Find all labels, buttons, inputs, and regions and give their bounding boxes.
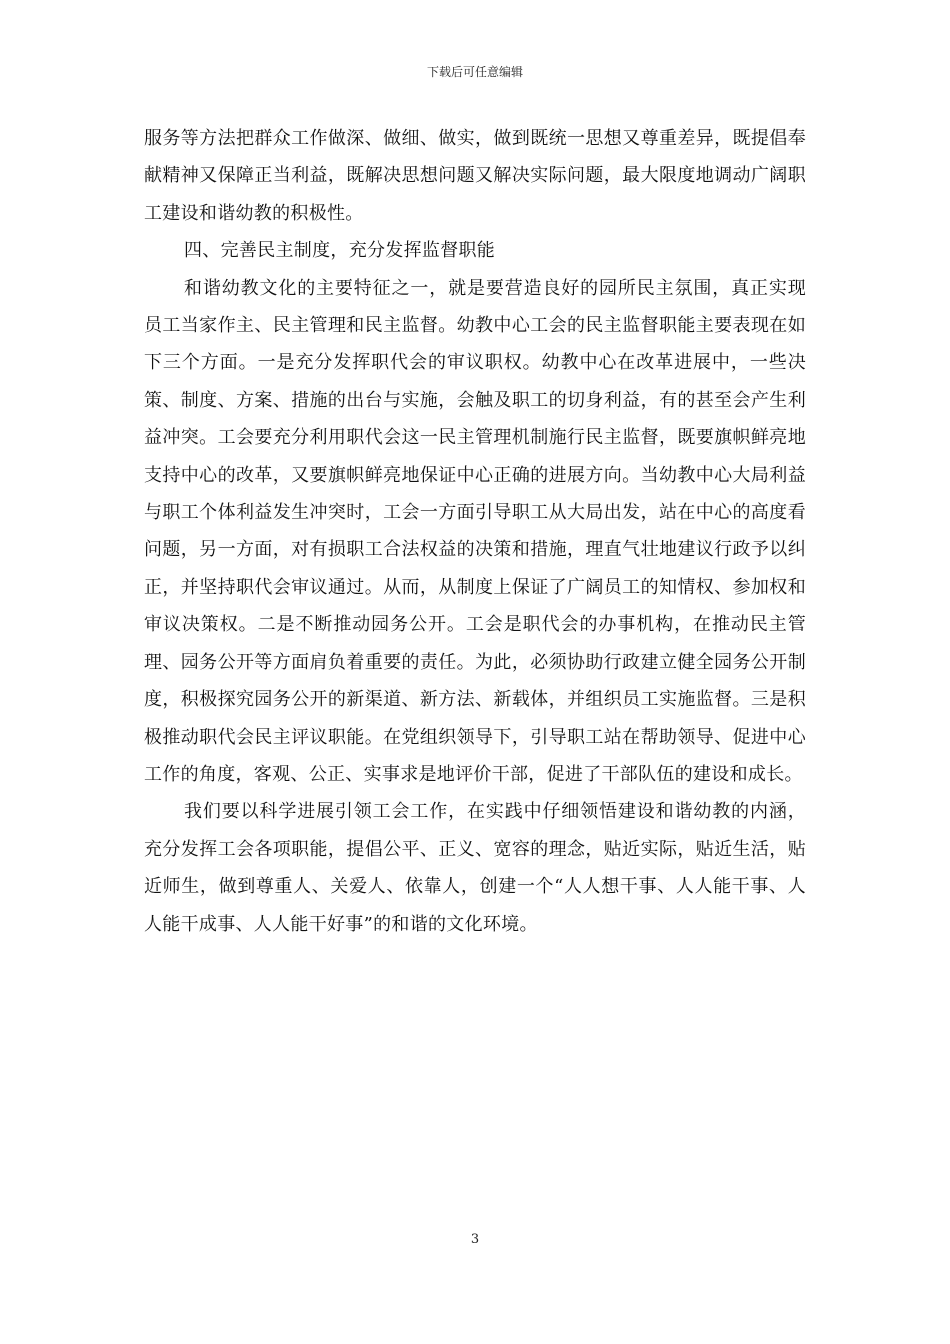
paragraph-continuation: 服务等方法把群众工作做深、做细、做实，做到既统一思想又尊重差异，既提倡奉献精神又保障正当利益，既解决思想问题又解决实际问题，最大限度地调动广阔职工建设和谐幼教的积极性。 — [144, 128, 806, 224]
section-heading: 四、完善民主制度，充分发挥监督职能 — [184, 240, 496, 262]
paragraph-democratic-supervision: 和谐幼教文化的主要特征之一，就是要营造良好的园所民主氛围，真正实现员工当家作主、民主管理和民主监督。幼教中心工会的民主监督职能主要表现在如下三个方面。一是充分发挥职代会的审议职权。幼教中心在改革进展中，一些决策、制度、方案、措施的出台与实施，会触及职工的切身利益，有的甚至会产生利益冲突。工会要充分利用职代会这一民主管理机制施行民主监督，既要旗帜鲜亮地支持中心的改革，又要旗帜鲜亮地保证中心正确的进展方向。当幼教中心大局利益与职工个体利益发生冲突时，工会一方面引导职工从大局出发，站在中心的高度看问题，另一方面，对有损职工合法权益的决策和措施，理直气壮地建议行政予以纠正，并坚持职代会审议通过。从而，从制度上保证了广阔员工的知情权、参加权和审议决策权。二是不断推动园务公开。工会是职代会的办事机构，在推动民主管理、园务公开等方面肩负着重要的责任。为此，必须协助行政建立健全园务公开制度，积极探究园务公开的新渠道、新方法、新载体，并组织员工实施监督。三是积极推动职代会民主评议职能。在党组织领导下，引导职工站在帮助领导、促进中心工作的角度，客观、公正、实事求是地评价干部，促进了干部队伍的建设和成长。 — [144, 277, 806, 785]
page-number: 3 — [470, 1232, 480, 1247]
paragraph-conclusion: 我们要以科学进展引领工会工作，在实践中仔细领悟建设和谐幼教的内涵，充分发挥工会各项职能，提倡公平、正义、宽容的理念，贴近实际，贴近生活，贴近师生，做到尊重人、关爱人、依靠人，创建一个“人人想干事、人人能干事、人人能干成事、人人能干好事”的和谐的文化环境。 — [144, 801, 806, 935]
page-header: 下载后可任意编辑 — [426, 65, 523, 79]
document-body — [144, 120, 806, 943]
